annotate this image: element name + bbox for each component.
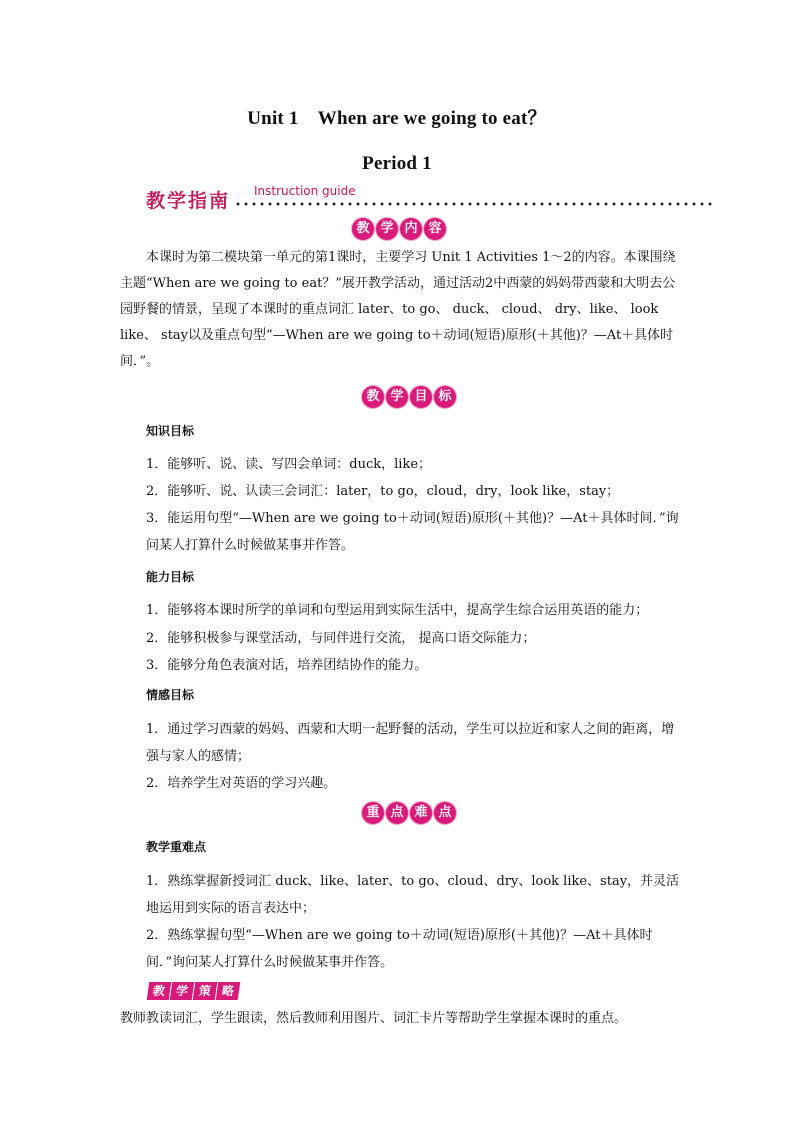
badge-char: 点 <box>434 802 456 824</box>
guide-title-en: Instruction guide <box>254 184 356 198</box>
badge-char: 教 <box>352 218 374 240</box>
emotion-item: 2．培养学生对英语的学习兴趣。 <box>146 776 337 791</box>
badge-char: 目 <box>410 386 432 408</box>
ability-item: 1．能够将本课时所学的单词和句型运用到实际生活中，提高学生综合运用英语的能力； <box>146 603 649 618</box>
instruction-guide-banner <box>146 186 716 216</box>
ability-goals-heading: 能力目标 <box>146 570 195 584</box>
difficulty-item <box>146 868 680 922</box>
unit-title: Unit 1 When are we going to eat？ <box>247 108 547 129</box>
guide-title-cn: 教学指南 <box>146 190 231 212</box>
badge-char: 学 <box>376 218 398 240</box>
difficulty-heading: 教学重难点 <box>146 840 207 854</box>
difficulty-item-text: 1．熟练掌握新授词汇 duck、like、later、to go、cloud、dry、look like、stay，并灵活地运用到实际的语言表达中； <box>146 874 680 916</box>
section-badge-keypoints <box>362 802 456 824</box>
emotion-item <box>146 716 680 770</box>
knowledge-item <box>146 505 680 559</box>
badge-char: 学 <box>386 386 408 408</box>
content-paragraph: 本课时为第二模块第一单元的第1课时，主要学习 Unit 1 Activities 1～2的内容。本课围绕主题“When are we going to eat？”展开教学活动，通过活动2中西蒙的妈妈带西蒙和大明去公园野餐的情景，呈现了本课时的重点词汇 later、to go、 duck、 cloud、 dry、like、 look like、 stay以及重点句型“—When are we going to＋动词(短语)原形(＋其他)？—At＋具体时间．”。 <box>120 250 676 369</box>
strategy-paragraph: 教师教读词汇，学生跟读，然后教师利用图片、词汇卡片等帮助学生掌握本课时的重点。 <box>120 1011 628 1026</box>
knowledge-item-text: 3．能运用句型“—When are we going to＋动词(短语)原形(＋其他)？—At＋具体时间．”询问某人打算什么时候做某事并作答。 <box>146 511 679 553</box>
ability-item: 3．能够分角色表演对话，培养团结协作的能力。 <box>146 658 428 673</box>
badge-char: 标 <box>434 386 456 408</box>
badge-char: 容 <box>424 218 446 240</box>
badge-char: 内 <box>400 218 422 240</box>
period-title: Period 1 <box>362 153 432 174</box>
section-badge-strategy <box>148 982 239 1000</box>
badge-char: 教 <box>147 982 172 1000</box>
emotion-goals-heading: 情感目标 <box>146 688 195 702</box>
ability-item: 2．能够积极参与课堂活动，与同伴进行交流， 提高口语交际能力； <box>146 631 536 646</box>
dotted-divider <box>234 201 714 207</box>
badge-char: 略 <box>216 982 241 1000</box>
emotion-item-text: 1．通过学习西蒙的妈妈、西蒙和大明一起野餐的活动，学生可以拉近和家人之间的距离，增强与家人的感情； <box>146 722 675 764</box>
knowledge-item: 1．能够听、说、读、写四会单词：duck，like； <box>146 457 432 472</box>
knowledge-goals-heading: 知识目标 <box>146 424 195 438</box>
knowledge-item: 2．能够听、说、认读三会词汇：later，to go，cloud，dry，look like，stay； <box>146 484 620 499</box>
section-badge-content <box>352 218 446 240</box>
badge-char: 教 <box>362 386 384 408</box>
badge-char: 学 <box>170 982 195 1000</box>
difficulty-item-text: 2．熟练掌握句型“—When are we going to＋动词(短语)原形(＋其他)？—At＋具体时间．”询问某人打算什么时候做某事并作答。 <box>146 928 653 970</box>
badge-char: 难 <box>410 802 432 824</box>
badge-char: 重 <box>362 802 384 824</box>
section-badge-goals <box>362 386 456 408</box>
badge-char: 点 <box>386 802 408 824</box>
badge-char: 策 <box>193 982 218 1000</box>
difficulty-item <box>146 922 680 976</box>
